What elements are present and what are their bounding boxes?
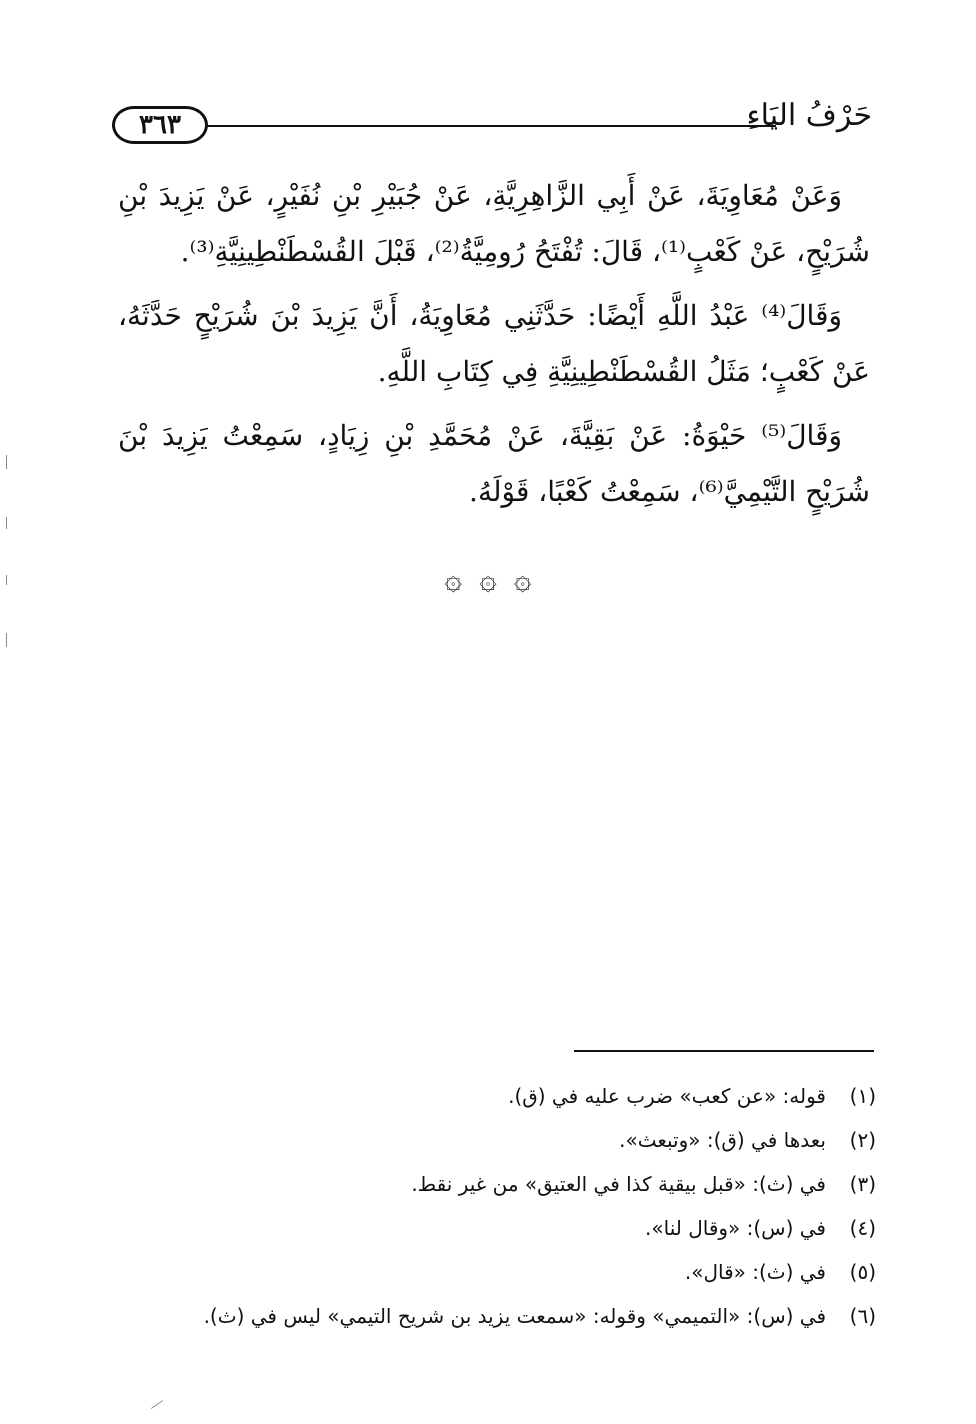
footnote-number: (٤) <box>849 1216 876 1240</box>
margin-mark <box>6 575 7 585</box>
stray-mark <box>151 1400 163 1409</box>
footnote-text: في (س): «التميمي» وقوله: «سمعت يزيد بن شريح التيمي» ليس في (ث). <box>203 1304 826 1328</box>
footnotes <box>196 1074 876 1338</box>
footnote-text: في (ث): «قال». <box>684 1260 826 1284</box>
footnote <box>196 1206 876 1250</box>
section-ornament <box>0 562 976 598</box>
margin-mark <box>6 517 7 529</box>
footnote-number: (٦) <box>849 1304 876 1328</box>
ornament-icon: ۞ <box>479 562 497 597</box>
ornament-icon: ۞ <box>444 562 463 597</box>
footnote <box>196 1250 876 1294</box>
page-header <box>112 96 872 156</box>
paragraph: وَقَالَ⁽⁴⁾ عَبْدُ اللَّهِ أَيْضًا: حَدَّثَنِي مُعَاوِيَةُ، أَنَّ يَزِيدَ بْنَ شُرَيْحٍ حَدَّثَهُ، عَنْ كَعْبٍ؛ مَثَلُ القُسْطَنْطِينِيَّةِ فِي كِتَابِ اللَّهِ. <box>118 299 870 388</box>
footnote-number: (٣) <box>849 1172 876 1196</box>
footnote-text: في (س): «وقال لنا». <box>645 1216 826 1240</box>
footnote-number: (١) <box>849 1084 876 1108</box>
margin-marks <box>6 455 10 655</box>
footnote-separator <box>574 1050 874 1052</box>
margin-mark <box>6 455 7 469</box>
footnote <box>196 1294 876 1338</box>
paragraph: وَعَنْ مُعَاوِيَةَ، عَنْ أَبِي الزَّاهِرِيَّةِ، عَنْ جُبَيْرِ بْنِ نُفَيْرٍ، عَنْ يَزِيدَ بْنِ شُرَيْحٍ، عَنْ كَعْبٍ⁽¹⁾، قَالَ: تُفْتَحُ رُومِيَّةُ⁽²⁾، قَبْلَ القُسْطَنْطِينِيَّةِ⁽³⁾. <box>118 179 870 268</box>
running-title: حَرْفُ اليَاءِ <box>746 98 872 133</box>
footnote-text: بعدها في (ق): «وتبعث». <box>619 1128 826 1152</box>
main-text <box>118 168 870 528</box>
footnote <box>196 1162 876 1206</box>
header-rule <box>208 125 776 127</box>
page-number: ٣٦٣ <box>112 106 208 144</box>
paragraph: وَقَالَ⁽⁵⁾ حَيْوَةُ: عَنْ بَقِيَّةَ، عَنْ مُحَمَّدِ بْنِ زِيَادٍ، سَمِعْتُ يَزِيدَ بْنَ شُرَيْحٍ التَّيْمِيَّ⁽⁶⁾، سَمِعْتُ كَعْبًا، قَوْلَهُ. <box>118 419 870 508</box>
margin-mark <box>6 633 7 647</box>
footnote-text: قوله: «عن كعب» ضرب عليه في (ق). <box>508 1084 826 1108</box>
ornament-icon: ۞ <box>513 562 532 597</box>
footnote <box>196 1074 876 1118</box>
footnote-number: (٢) <box>849 1128 876 1152</box>
footnote-number: (٥) <box>849 1260 876 1284</box>
footnote-text: في (ث): «قبل بيقية كذا في العتيق» من غير نقط. <box>411 1172 826 1196</box>
footnote <box>196 1118 876 1162</box>
